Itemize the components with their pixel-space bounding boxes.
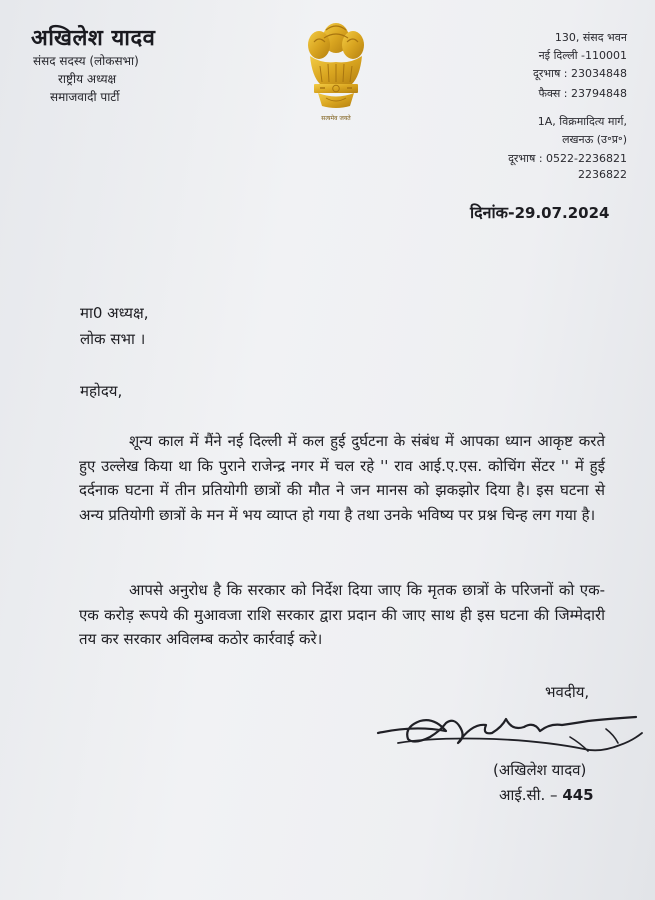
ic-label: आई.सी. – xyxy=(499,786,558,804)
lucknow-phone-alt: 2236822 xyxy=(578,168,627,181)
body-paragraph-2-text: आपसे अनुरोध है कि सरकार को निर्देश दिया जाए कि मृतक छात्रों के परिजनों को एक-एक करोड़ रूपये की मुआवजा राशि सरकार द्वारा प्रदान की जाए साथ ही इस घटना की जिम्मेदारी तय कर सरकार अविलम्ब कठोर कार्रवाई करे। xyxy=(79,581,605,648)
sender-name: अखिलेश यादव xyxy=(31,26,156,51)
signature-image xyxy=(374,703,646,763)
delhi-address-line-2: नई दिल्ली -110001 xyxy=(538,49,627,62)
body-paragraph-1-text: शून्य काल में मैंने नई दिल्ली में कल हुई दुर्घटना के संबंध में आपका ध्यान आकृष्ट करते हुए उल्लेख किया था कि पुराने राजेन्द्र नगर में चल रहे '' राव आई.ए.एस. कोचिंग सेंटर '' में हुई दर्दनाक घटना में तीन प्रतियोगी छात्रों की मौत ने जन मानस को झकझोर दिया है। इस घटना से अन्य प्रतियोगी छात्रों के मन में भय व्याप्त हो गया है तथा उनके भविष्य पर प्रश्न चिन्ह लग गया है। xyxy=(79,432,605,524)
delhi-phone: दूरभाष : 23034848 xyxy=(533,67,627,80)
lucknow-address-line-2: लखनऊ (उ॰प्र॰) xyxy=(562,133,627,146)
date-value: 29.07.2024 xyxy=(514,204,610,222)
body-paragraph-2 xyxy=(79,578,605,652)
ic-number-line xyxy=(499,785,594,805)
closing: भवदीय, xyxy=(545,683,590,701)
body-paragraph-1 xyxy=(79,429,605,527)
sender-designation-mp: संसद सदस्य (लोकसभा) xyxy=(33,54,139,68)
letter-date xyxy=(470,201,610,223)
delhi-fax: फैक्स : 23794848 xyxy=(538,87,627,100)
sender-designation-party: समाजवादी पार्टी xyxy=(50,90,120,104)
lucknow-address-line-1: 1A, विक्रमादित्य मार्ग, xyxy=(537,115,627,128)
signatory-name: (अखिलेश यादव) xyxy=(493,761,587,779)
sender-designation-president: राष्ट्रीय अध्यक्ष xyxy=(58,72,117,86)
emblem-motto: सत्यमेव जयते xyxy=(321,115,351,122)
recipient-line-1: मा0 अध्यक्ष, xyxy=(80,304,149,322)
delhi-address-line-1: 130, संसद भवन xyxy=(554,31,627,44)
lucknow-phone: दूरभाष : 0522-2236821 xyxy=(508,152,627,165)
recipient-line-2: लोक सभा । xyxy=(80,330,146,348)
date-label: दिनांक- xyxy=(470,203,515,222)
ic-number: 445 xyxy=(562,786,594,804)
salutation: महोदय, xyxy=(80,382,123,400)
national-emblem-icon xyxy=(300,18,372,122)
